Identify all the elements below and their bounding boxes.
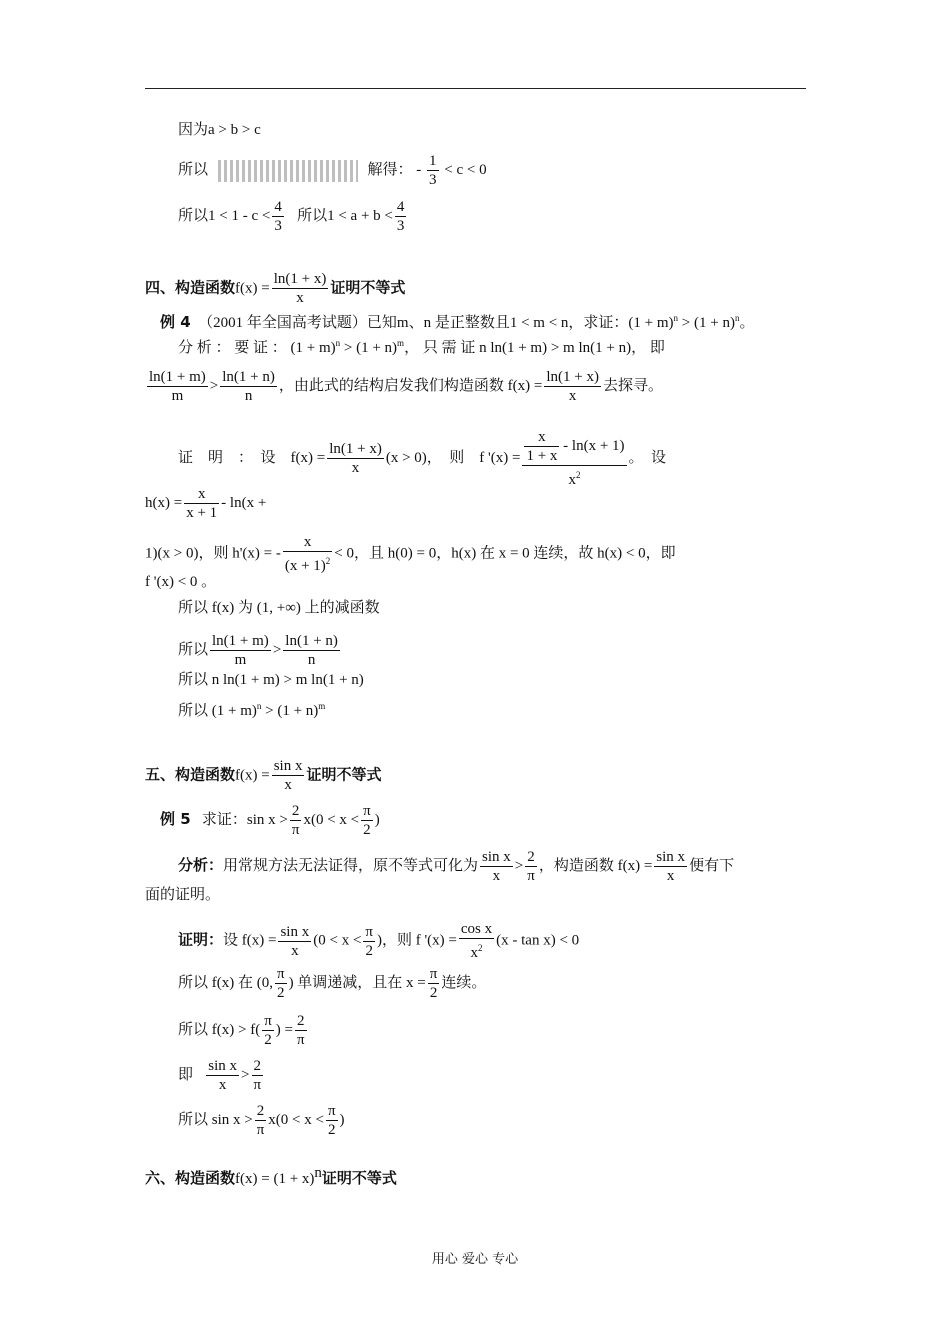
text-line: 所以1 < 1 - c < $\frac{4}{3}$ 所以1 < a + b < $\frac{4}{3}$ <box>178 199 405 234</box>
analysis-line: 分 析 ： 要 证 ： $(1 + m)^n > (1 + n)^m$， 只 需 证 n ln(1 + m) > m ln(1 + n)， 即 <box>178 338 665 356</box>
proof-line: 所以 f(x) 为 (1, +∞) 上的减函数 <box>178 600 380 616</box>
proof-line: h(x) = $\frac{x}{x + 1}$ - ln(x + <box>145 486 267 521</box>
text-line: 因为a > b > c <box>178 122 261 138</box>
proof-line: 证明：设 f(x) = $\frac{\text{sin x}}{x}$ (0 < x < $\frac{\pi}{2}$ )，则 f '(x) = $\frac{\text{cos x}}{x^2}$ (x - tan x) < 0 <box>178 921 580 961</box>
proof-line: 即 $\frac{\text{sin x}}{x}$ > $\frac{2}{\pi}$ <box>178 1058 262 1093</box>
proof-line: 所以 f(x) > f( $\frac{\pi}{2}$ ) = $\frac{2}{\pi}$ <box>178 1013 305 1048</box>
proof-line: 所以 $\frac{\ln(1 + m)}{m}$ > $\frac{\ln(1 + n)}{n}$ <box>178 633 338 668</box>
text-line: 所以 解得： - $\frac{1}{3}$ < c < 0 <box>178 153 487 188</box>
analysis-line: $\frac{\ln(1 + m)}{m}$ > $\frac{\ln(1 + n)}{n}$ ，由此式的结构启发我们构造函数 f(x) = $\frac{\ln(1 + x)}{x}$ 去探寻。 <box>149 369 663 404</box>
page-footer: 用心 爱心 专心 <box>431 1252 519 1267</box>
analysis-line: 分析：用常规方法无法证得，原不等式可化为 $\frac{\text{sin x}}{x}$ > $\frac{2}{\pi}$ ，构造函数 f(x) = $\frac{\text{sin x}}{x}$ 便有下 <box>178 849 735 884</box>
example-line: 例 5 求证：sin x > $\frac{2}{\pi}$ x(0 < x < $\frac{\pi}{2}$ ) <box>160 803 380 838</box>
proof-line: 所以 sin x > $\frac{2}{\pi}$ x(0 < x < $\frac{\pi}{2}$ ) <box>178 1103 345 1138</box>
proof-line: 所以 n ln(1 + m) > m ln(1 + n) <box>178 672 364 688</box>
header-rule <box>145 88 806 89</box>
proof-line: f '(x) < 0 。 <box>145 574 217 590</box>
section-heading: 五、构造函数f(x) = $\frac{\text{sin x}}{x}$ 证明不等式 <box>145 758 382 793</box>
section-heading: 六、构造函数$f(x) = (1 + x)^n$证明不等式 <box>145 1165 397 1187</box>
proof-line: 证 明 ： 设 f(x) = $\frac{\ln(1 + x)}{x}$ (x > 0)， 则 f '(x) = $\frac{x}{1 + x}$ - ln(x + 1) $x^2$ 。 设 <box>178 429 667 488</box>
equation-image <box>218 160 358 182</box>
proof-line: 1)(x > 0)，则 h'(x) = - $\frac{x}{(x + 1)^2}$ < 0，且 h(0) = 0，h(x) 在 x = 0 连续，故 h(x) < 0，即 <box>145 534 676 574</box>
analysis-line: 面的证明。 <box>145 887 221 903</box>
proof-line: 所以 f(x) 在 (0, $\frac{\pi}{2}$ ) 单调递减，且在 x = $\frac{\pi}{2}$ 连续。 <box>178 966 487 1001</box>
section-heading: 四、构造函数f(x) = $\frac{\ln(1 + x)}{x}$ 证明不等式 <box>145 271 406 306</box>
example-line: 例 4 （2001 年全国高考试题）已知m、n 是正整数且1 < m < n，求证：$(1 + m)^n > (1 + n)^n$。 <box>160 313 755 331</box>
proof-line: 所以 $(1 + m)^n > (1 + n)^m$ <box>178 701 326 719</box>
